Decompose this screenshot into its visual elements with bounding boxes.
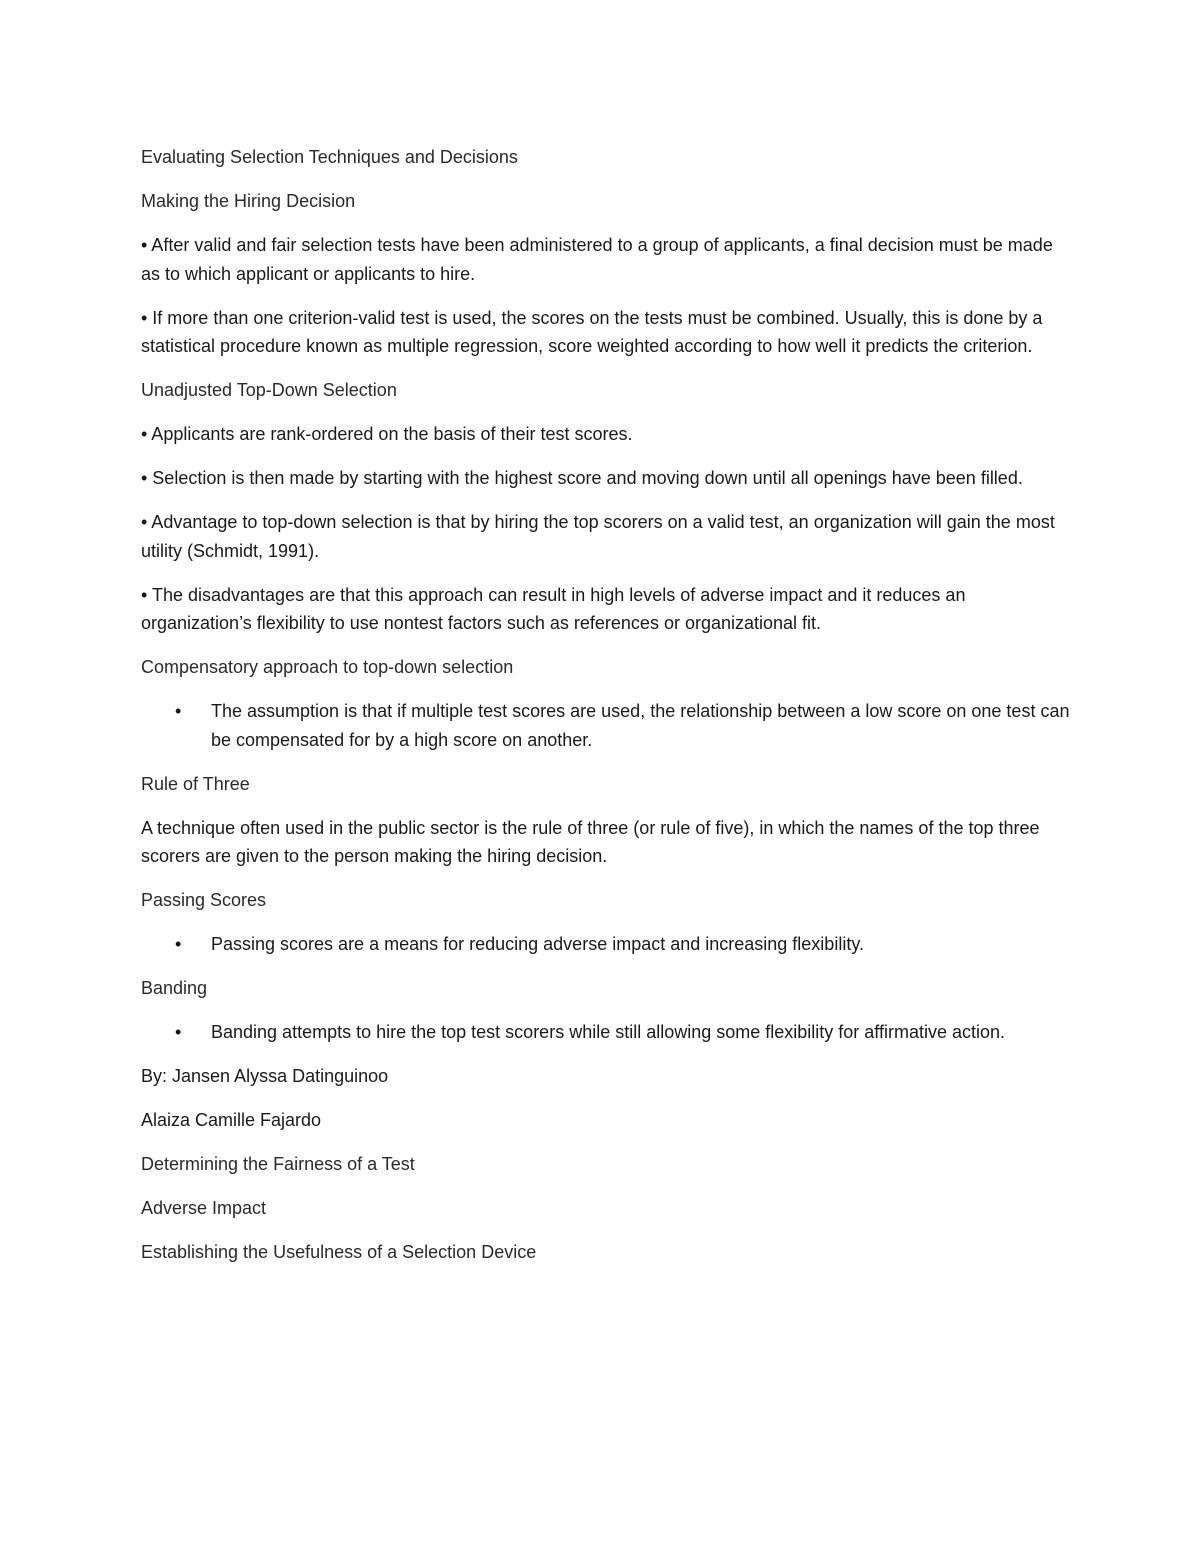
bullet-list xyxy=(141,930,1071,959)
author-line: By: Jansen Alyssa Datinguinoo xyxy=(141,1066,389,1086)
bullet-list xyxy=(141,1018,1071,1047)
list-item-text: Passing scores are a means for reducing adverse impact and increasing flexibility. xyxy=(211,934,864,954)
bullet-list xyxy=(141,697,1071,754)
section-heading-passing-scores: Passing Scores xyxy=(141,890,267,910)
section-heading-banding: Banding xyxy=(141,978,208,998)
paragraph: • The disadvantages are that this approach can result in high levels of adverse impact and it reduces an organization’s flexibility to use nontest factors such as references or organizational fit. xyxy=(141,584,966,633)
paragraph: • Advantage to top-down selection is that by hiring the top scorers on a valid test, an organization will gain the most utility (Schmidt, 1991). xyxy=(141,512,1055,561)
bullet-icon: • xyxy=(175,1022,182,1042)
paragraph: A technique often used in the public sector is the rule of three (or rule of five), in which the names of the top three scorers are given to the person making the hiring decision. xyxy=(141,817,1040,866)
paragraph: • Applicants are rank-ordered on the basis of their test scores. xyxy=(141,424,633,444)
section-heading-usefulness: Establishing the Usefulness of a Selection Device xyxy=(141,1242,537,1262)
bullet-icon: • xyxy=(175,701,182,721)
section-heading-top-down: Unadjusted Top-Down Selection xyxy=(141,380,397,400)
section-heading-rule-of-three: Rule of Three xyxy=(141,773,250,794)
paragraph: • After valid and fair selection tests have been administered to a group of applicants, a final decision must be made as to which applicant or applicants to hire. xyxy=(141,235,1053,284)
author-line: Alaiza Camille Fajardo xyxy=(141,1110,322,1130)
section-heading-fairness: Determining the Fairness of a Test xyxy=(141,1154,415,1174)
list-item xyxy=(141,697,1071,754)
section-heading-adverse-impact: Adverse Impact xyxy=(141,1198,267,1218)
document-title: Evaluating Selection Techniques and Decisions xyxy=(141,147,518,167)
list-item xyxy=(141,930,1071,959)
paragraph: • Selection is then made by starting with the highest score and moving down until all openings have been filled. xyxy=(141,468,1023,488)
document-body xyxy=(141,143,1071,1282)
paragraph: • If more than one criterion-valid test is used, the scores on the tests must be combined. Usually, this is done by a statistical procedure known as multiple regression, score weighted according to how well it predicts the criterion. xyxy=(141,307,1043,356)
section-heading-hiring-decision: Making the Hiring Decision xyxy=(141,191,356,211)
bullet-icon: • xyxy=(175,934,182,954)
list-item xyxy=(141,1018,1071,1047)
list-item-text: The assumption is that if multiple test scores are used, the relationship between a low score on one test can be compensated for by a high score on another. xyxy=(211,701,1070,750)
list-item-text: Banding attempts to hire the top test scorers while still allowing some flexibility for affirmative action. xyxy=(211,1022,1006,1042)
section-heading-compensatory: Compensatory approach to top-down selection xyxy=(141,657,514,677)
